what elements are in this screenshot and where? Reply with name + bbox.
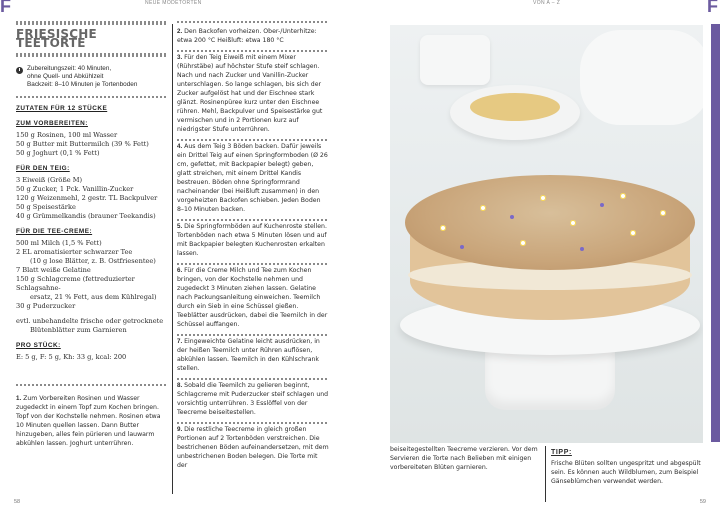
step-number: 9. <box>177 426 183 433</box>
step-1 <box>16 394 168 448</box>
decorative-rule <box>16 21 168 25</box>
ingredient-item: 150 g Rosinen, 100 ml Wasser <box>16 131 118 139</box>
decorative-rule <box>16 53 168 57</box>
ingredient-item: 3 Eiweiß (Größe M) <box>16 176 83 184</box>
teapot-shape <box>580 30 703 125</box>
step-number: 6. <box>177 267 183 274</box>
decorative-rule <box>16 384 168 386</box>
decorative-rule <box>177 50 329 52</box>
ingredients-column <box>16 20 168 453</box>
step-number: 2. <box>177 28 183 35</box>
ingredient-item: 40 g Grümmelkandis (brauner Teekandis) <box>16 212 156 220</box>
tip-box <box>551 448 703 486</box>
teacup-shape <box>420 35 490 85</box>
chapter-letter-left: F <box>0 0 11 16</box>
prep-heading: ZUM VORBEREITEN: <box>16 120 88 127</box>
page-number-right: 59 <box>699 499 706 505</box>
step-2 <box>177 27 329 45</box>
step-3 <box>177 53 329 134</box>
continuation-text-body: beiseitegestellten Teecreme verzieren. Vor dem Servieren die Torte nach Belieben mit einigen vorbereiteten Blüten garnieren. <box>390 446 538 471</box>
ingredient-item: 150 g Schlagcreme (fettreduzierter Schlagsahne- <box>16 275 135 292</box>
cream-heading: FÜR DIE TEE-CREME: <box>16 228 93 235</box>
ingredient-item: 2 EL aromatisierter schwarzer Tee <box>16 248 133 256</box>
step-text: Aus dem Teig 3 Böden backen. Dafür jeweils ein Drittel Teig auf einen Springformboden (Ø 26 cm, gefettet, mit Backpapier belegt) geben, glatt streichen, mit einem Drittel Kandis bestreuen. Böden ohne Springformrand nacheinander (bei Heißluft zusammen) in den vorgeheizten Backofen schieben. Jeden Boden 8–10 Minuten backen. <box>177 143 328 213</box>
column-divider <box>172 24 173 494</box>
step-text: Für den Teig Eiweiß mit einem Mixer (Rührstäbe) auf höchster Stufe steif schlagen. Nach und nach Zucker und Vanillin-Zucker unterschlagen. So lange schlagen, bis sich der Zucker aufgelöst hat und der Eischnee stark glänzt. Rosinenpüree kurz unter den Eischnee rühren. Mehl, Backpulver und Speisestärke gut vermischen und in 2 Portionen kurz auf niedrigster Stufe unterrühren. <box>177 54 323 133</box>
step-6 <box>177 266 329 329</box>
ingredient-item: ersatz, 21 % Fett, aus dem Kühlregal) <box>30 293 157 301</box>
garnish-note: Blütenblätter zum Garnieren <box>30 326 127 334</box>
dough-heading: FÜR DEN TEIG: <box>16 165 70 172</box>
step-text: Für die Creme Milch und Tee zum Kochen bringen, von der Kochstelle nehmen und zugedeckt 3 Minuten ziehen lassen. Gelatine nach Packungsanleitung einweichen. Teemilch durch ein Sieb in eine Schüssel gießen. Teeblätter ausdrücken, dabei die Teemilch in der Schüssel auffangen. <box>177 267 328 328</box>
garnish-note: evtl. unbehandelte frische oder getrocknete <box>16 317 164 325</box>
decorative-rule <box>177 139 329 141</box>
page-number-left: 58 <box>14 499 21 505</box>
decorative-rule <box>177 21 329 23</box>
step-text: Eingeweichte Gelatine leicht ausdrücken, in der heißen Teemilch unter Rühren auflösen, abkühlen lassen. Teemilch in den Kühlschrank stellen. <box>177 338 320 372</box>
step-text: Zum Vorbereiten Rosinen und Wasser zugedeckt in einem Topf zum Kochen bringen. Topf von der Kochstelle nehmen. Rosinen etwa 10 Minuten quellen lassen. Dann Butter hinzugeben, alles fein pürieren und lauwarm abkühlen lassen. Joghurt unterrühren. <box>16 395 161 447</box>
chapter-tab <box>711 24 720 442</box>
tip-heading: TIPP: <box>551 449 572 456</box>
ingredient-item: 7 Blatt weiße Gelatine <box>16 266 91 274</box>
decorative-rule <box>16 96 168 98</box>
step-text: Die Springformböden auf Kuchenroste stellen. Tortenböden nach etwa 5 Minuten lösen und auf mit Backpapier belegten Kuchenrosten erkalten lassen. <box>177 223 327 257</box>
continuation-text <box>390 445 540 472</box>
decorative-rule <box>177 263 329 265</box>
step-9 <box>177 425 329 470</box>
step-number: 8. <box>177 382 183 389</box>
step-number: 1. <box>16 395 22 402</box>
ingredient-item: 50 g Joghurt (0,1 % Fett) <box>16 149 100 157</box>
time-info-line: ohne Quell- und Abkühlzeit <box>27 73 104 80</box>
decorative-rule <box>177 219 329 221</box>
step-text: Den Backofen vorheizen. Ober-/Unterhitze: etwa 200 °C Heißluft: etwa 180 °C <box>177 28 317 44</box>
tip-text: Frische Blüten sollten ungespritzt und abgespült sein. Es können auch Wildblumen, zum Beispiel Gänseblümchen verwendet werden. <box>551 460 701 485</box>
recipe-title: FRIESISCHE TEETORTE <box>16 27 97 50</box>
ingredients-heading: ZUTATEN FÜR 12 STÜCKE <box>16 105 108 112</box>
step-5 <box>177 222 329 258</box>
step-number: 7. <box>177 338 183 345</box>
ingredient-item: 500 ml Milch (1,5 % Fett) <box>16 239 102 247</box>
step-number: 5. <box>177 223 183 230</box>
ingredient-item: 50 g Speisestärke <box>16 203 76 211</box>
decorative-rule <box>177 422 329 424</box>
ingredient-item: 50 g Butter mit Buttermilch (39 % Fett) <box>16 140 149 148</box>
per-piece-heading: PRO STÜCK: <box>16 342 61 349</box>
steps-column <box>177 20 329 475</box>
time-info <box>16 65 168 89</box>
ingredient-item: 30 g Puderzucker <box>16 302 76 310</box>
time-info-line: Zubereitungszeit: 40 Minuten, <box>27 65 112 72</box>
step-number: 4. <box>177 143 183 150</box>
nutrition-values: E: 5 g, F: 5 g, Kh: 33 g, kcal: 200 <box>16 353 127 361</box>
decorative-rule <box>177 378 329 380</box>
clock-icon <box>16 67 23 74</box>
step-number: 3. <box>177 54 183 61</box>
ingredient-item: 120 g Weizenmehl, 2 gestr. TL Backpulver <box>16 194 158 202</box>
ingredient-item: 50 g Zucker, 1 Pck. Vanillin-Zucker <box>16 185 134 193</box>
step-text: Die restliche Teecreme in gleich großen Portionen auf 2 Tortenböden verstreichen. Die bestrichenen Böden aufeinandersetzen, mit dem unbestrichenen Boden belegen. Die Torte mit der <box>177 426 329 469</box>
tea-surface <box>470 93 560 121</box>
step-4 <box>177 142 329 214</box>
time-info-line: Backzeit: 8–10 Minuten je Tortenboden <box>27 81 138 88</box>
step-8 <box>177 381 329 417</box>
ingredient-item: (10 g lose Blätter, z. B. Ostfriesentee) <box>30 257 156 265</box>
running-head-left: NEUE MODETORTEN <box>145 0 202 6</box>
running-head-right: VON A – Z <box>533 0 561 6</box>
cake-photo <box>390 25 703 443</box>
step-7 <box>177 337 329 373</box>
decorative-rule <box>177 334 329 336</box>
step-text: Sobald die Teemilch zu gelieren beginnt, Schlagcreme mit Puderzucker steif schlagen und vorsichtig unterrühren. 3 Esslöffel von der Teecreme beiseitestellen. <box>177 382 329 416</box>
flower-garnish <box>420 185 680 265</box>
chapter-letter-right: F <box>707 0 718 16</box>
column-divider <box>545 446 546 502</box>
